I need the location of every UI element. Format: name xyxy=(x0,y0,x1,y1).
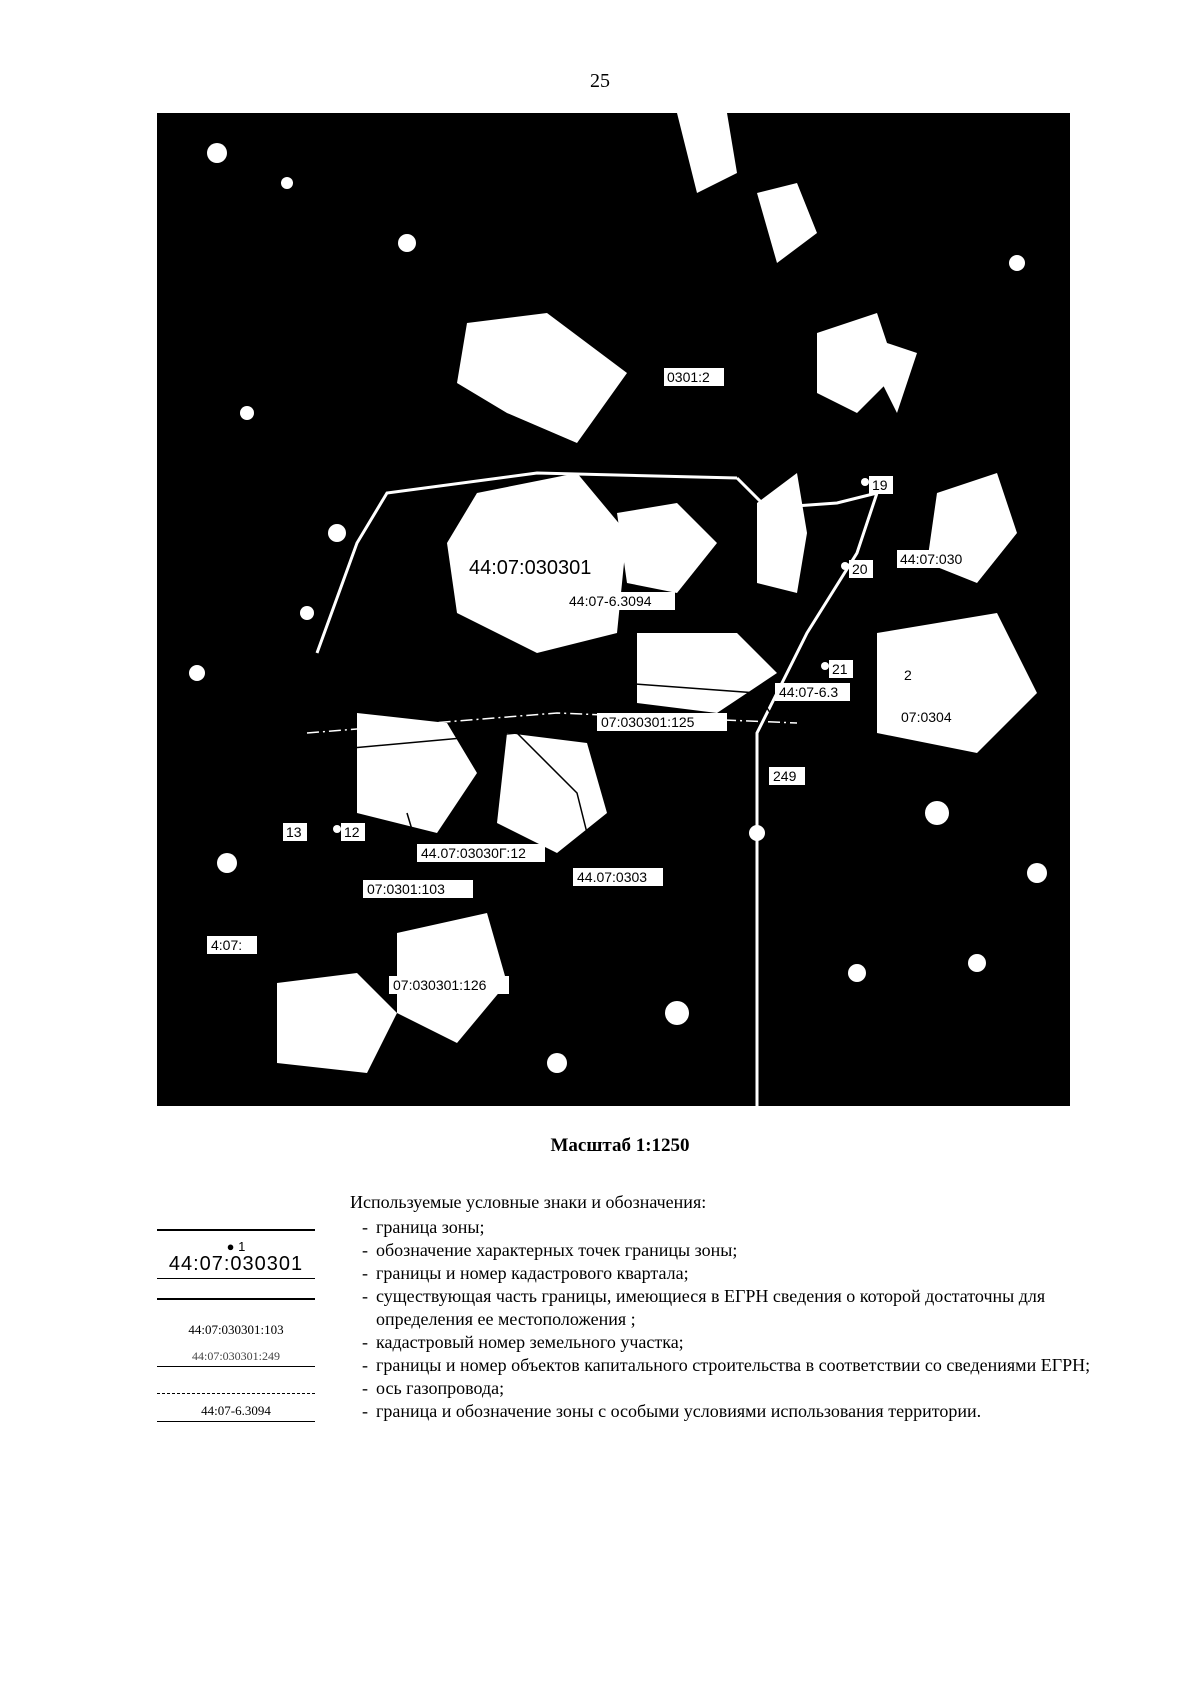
symbol-object-number: 44:07:030301:249 xyxy=(191,1349,280,1363)
symbol-quarter-number: 44:07:030301 xyxy=(168,1253,304,1275)
legend-list xyxy=(362,1216,1122,1423)
point-label-2: 2 xyxy=(904,667,912,683)
parcel-label-mid: 44.07:0303 xyxy=(577,869,648,885)
symbol-point-label: 1 xyxy=(238,1239,246,1254)
legend-item-quarter: - границы и номер кадастрового квартала; xyxy=(362,1262,1122,1285)
quarter-label-top: 0301:2 xyxy=(667,369,710,385)
zone-label-main: 44:07-6.3094 xyxy=(569,593,652,609)
legend-item-capital-objects: - границы и номер объектов капитального строительства в соответствии со сведениями ЕГРН; xyxy=(362,1354,1122,1377)
parcel-label-125: 07:030301:125 xyxy=(601,714,695,730)
quarter-label-right: 44:07:030 xyxy=(900,551,963,567)
symbol-object-line xyxy=(157,1366,315,1367)
legend-item-existing-boundary: - существующая часть границы, имеющиеся в ЕГРН сведения о которой достаточны для определения ее местоположения ; xyxy=(362,1285,1122,1331)
point-label-20: 20 xyxy=(852,561,868,577)
point-label-12: 12 xyxy=(344,824,360,840)
zone-label-right: 44:07-6.3 xyxy=(779,684,839,700)
symbol-zone-number: 44:07-6.3094 xyxy=(201,1403,271,1418)
symbol-gas-pipeline xyxy=(157,1393,315,1394)
point-label-21: 21 xyxy=(832,661,848,677)
scale-caption: Масштаб 1:1250 xyxy=(550,1135,690,1156)
legend-item-special-zone: - граница и обозначение зоны с особыми условиями использования территории. xyxy=(362,1400,1122,1423)
symbol-zone-boundary xyxy=(157,1229,315,1231)
legend-title: Используемые условные знаки и обозначения: xyxy=(350,1192,707,1212)
point-label-19: 19 xyxy=(872,477,888,493)
object-label-249: 249 xyxy=(773,768,797,784)
legend-item-parcel-number: - кадастровый номер земельного участка; xyxy=(362,1331,1122,1354)
parcel-label-12x: 44.07:03030Г:12 xyxy=(421,845,526,861)
parcel-label-right: 07:0304 xyxy=(901,709,952,725)
parcel-label-126: 07:030301:126 xyxy=(393,977,487,993)
parcel-label-103: 07:0301:103 xyxy=(367,881,445,897)
symbol-parcel-number: 44:07:030301:103 xyxy=(188,1322,284,1337)
legend-item-boundary-points: - обозначение характерных точек границы зоны; xyxy=(362,1239,1122,1262)
symbol-existing-boundary xyxy=(157,1298,315,1300)
legend-item-zone-boundary: - граница зоны; xyxy=(362,1216,1122,1239)
quarter-label-center: 44:07:030301 xyxy=(469,557,592,579)
cadastral-map xyxy=(157,113,1070,1106)
point-label-13: 13 xyxy=(286,824,302,840)
symbol-quarter-line xyxy=(157,1278,315,1279)
symbol-point: ● 1 xyxy=(226,1239,246,1254)
legend-item-gas-pipeline: - ось газопровода; xyxy=(362,1377,1122,1400)
parcel-label-left: 4:07: xyxy=(211,937,243,953)
page-number: 25 xyxy=(590,70,610,92)
symbol-zone-line xyxy=(157,1421,315,1422)
